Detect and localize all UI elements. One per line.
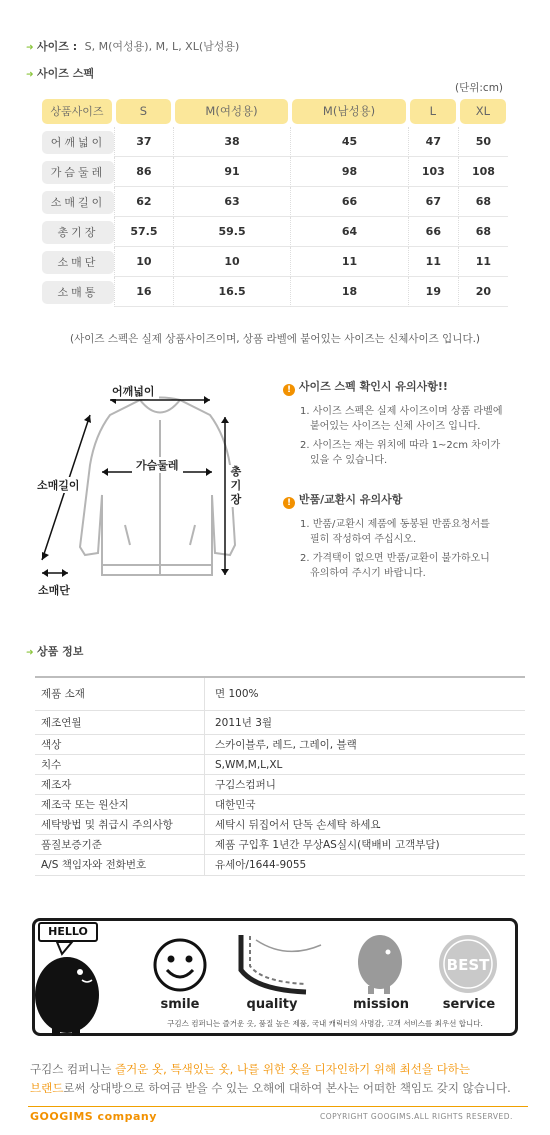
spec-row-label: 소매단 bbox=[42, 251, 114, 274]
bullet-arrow-icon: ➜ bbox=[26, 648, 34, 658]
info-row: 세탁방법 및 취급시 주의사항 세탁시 뒤집어서 단독 손세탁 하세요 bbox=[35, 815, 525, 835]
spec-header-cell: XL bbox=[458, 96, 508, 127]
spec-cell: 47 bbox=[408, 127, 458, 157]
brand-caption: 구김스 컴퍼니는 즐거운 옷, 품질 높은 제품, 국내 캐릭터의 사명감, 고객 서비스를 최우선 합니다. bbox=[167, 1019, 483, 1028]
note-title: ! 반품/교환시 유의사항 bbox=[283, 491, 533, 509]
spec-cell: 86 bbox=[114, 157, 173, 187]
note-item: 1. 반품/교환시 제품에 동봉된 반품요청서를 필히 작성하여 주십시오. bbox=[300, 519, 490, 545]
copyright: COPYRIGHT GOOGIMS.ALL RIGHTS RESERVED. bbox=[320, 1112, 513, 1121]
unit-label: (단위:cm) bbox=[455, 82, 504, 94]
spec-cell: 10 bbox=[114, 247, 173, 277]
quality-label: quality bbox=[246, 997, 298, 1012]
quality-stitch-icon bbox=[236, 930, 326, 998]
info-row: 제조연월 2011년 3월 bbox=[35, 711, 525, 735]
spec-header-cell: 상품사이즈 bbox=[42, 96, 114, 127]
cuff-label: 소매단 bbox=[38, 584, 70, 597]
spec-cell: 66 bbox=[408, 217, 458, 247]
spec-row bbox=[42, 217, 508, 247]
spec-cell: 91 bbox=[173, 157, 291, 187]
info-row: 제조자 구김스컴퍼니 bbox=[35, 775, 525, 795]
info-row: 색상 스카이블루, 레드, 그레이, 블랙 bbox=[35, 735, 525, 755]
exclamation-icon: ! bbox=[283, 497, 295, 509]
info-row: 제품 소재 면 100% bbox=[35, 678, 525, 711]
best-badge-icon bbox=[436, 932, 500, 996]
spec-cell: 16 bbox=[114, 277, 173, 307]
spec-cell: 10 bbox=[173, 247, 291, 277]
spec-cell: 103 bbox=[408, 157, 458, 187]
spec-cell: 68 bbox=[458, 187, 508, 217]
footer-statement: 구김스 컴퍼니는 즐거운 옷, 특색있는 옷, 나를 위한 옷을 디자인하기 위해 최선을 다하는 브랜드로써 상대방으로 하여금 받을 수 있는 오해에 대하여 본사는 어떠한 책임도 갖지 않습니다. bbox=[30, 1062, 511, 1095]
note-item: 2. 가격택이 없으면 반품/교환이 불가하오니 유의하여 주시기 바랍니다. bbox=[300, 553, 490, 579]
spec-header-cell: S bbox=[114, 96, 173, 127]
bullet-arrow-icon: ➜ bbox=[26, 43, 34, 53]
mission-character-icon bbox=[350, 932, 410, 996]
spec-header-row bbox=[42, 96, 508, 127]
spec-row bbox=[42, 187, 508, 217]
spec-header-cell: M(남성용) bbox=[290, 96, 408, 127]
chest-label: 가슴둘레 bbox=[132, 457, 183, 473]
spec-cell: 11 bbox=[458, 247, 508, 277]
spec-row-label: 소매통 bbox=[42, 281, 114, 304]
note-title: ! 사이즈 스펙 확인시 유의사항!! bbox=[283, 378, 533, 396]
spec-cell: 64 bbox=[290, 217, 408, 247]
spec-cell: 11 bbox=[290, 247, 408, 277]
size-line bbox=[26, 38, 239, 54]
spec-title: 사이즈 스펙 bbox=[37, 67, 95, 80]
spec-cell: 62 bbox=[114, 187, 173, 217]
note-item: 2. 사이즈는 재는 위치에 따라 1~2cm 차이가 있을 수 있습니다. bbox=[300, 440, 501, 466]
size-value: S, M(여성용), M, L, XL(남성용) bbox=[84, 40, 240, 53]
note-return bbox=[283, 491, 533, 581]
spec-note: (사이즈 스펙은 실제 상품사이즈이며, 상품 라벨에 붙어있는 사이즈는 신체사이즈 입니다.) bbox=[69, 333, 481, 345]
spec-row bbox=[42, 127, 508, 157]
mission-label: mission bbox=[352, 997, 410, 1012]
size-label: 사이즈 : bbox=[37, 40, 78, 53]
spec-cell: 108 bbox=[458, 157, 508, 187]
spec-row-label: 어깨넓이 bbox=[42, 131, 114, 154]
note-size-check bbox=[283, 378, 533, 468]
length-label: 총 기 장 bbox=[230, 465, 242, 506]
spec-cell: 63 bbox=[173, 187, 291, 217]
hello-bubble: HELLO bbox=[38, 922, 98, 942]
spec-cell: 18 bbox=[290, 277, 408, 307]
spec-cell: 11 bbox=[408, 247, 458, 277]
info-row: 제조국 또는 원산지 대한민국 bbox=[35, 795, 525, 815]
spec-cell: 16.5 bbox=[173, 277, 291, 307]
footer-divider bbox=[28, 1106, 528, 1107]
spec-cell: 98 bbox=[290, 157, 408, 187]
spec-cell: 19 bbox=[408, 277, 458, 307]
product-info-table bbox=[35, 676, 525, 876]
spec-cell: 20 bbox=[458, 277, 508, 307]
spec-header-cell: M(여성용) bbox=[173, 96, 291, 127]
spec-cell: 50 bbox=[458, 127, 508, 157]
spec-row-label: 소매길이 bbox=[42, 191, 114, 214]
spec-cell: 38 bbox=[173, 127, 291, 157]
info-title-row bbox=[26, 643, 83, 659]
spec-row bbox=[42, 277, 508, 307]
spec-cell: 45 bbox=[290, 127, 408, 157]
spec-row-label: 가슴둘레 bbox=[42, 161, 114, 184]
info-row: A/S 책임자와 전화번호 유세아/1644-9055 bbox=[35, 855, 525, 876]
spec-row-label: 총기장 bbox=[42, 221, 114, 244]
smile-icon bbox=[150, 935, 210, 995]
info-title: 상품 정보 bbox=[37, 645, 84, 658]
jacket-outline bbox=[80, 398, 235, 576]
exclamation-icon: ! bbox=[283, 384, 295, 396]
spec-cell: 68 bbox=[458, 217, 508, 247]
spec-cell: 67 bbox=[408, 187, 458, 217]
spec-cell: 59.5 bbox=[173, 217, 291, 247]
size-spec-table bbox=[42, 96, 508, 307]
service-label: service bbox=[442, 997, 496, 1012]
spec-row bbox=[42, 247, 508, 277]
spec-cell: 66 bbox=[290, 187, 408, 217]
company-name: GOOGIMS company bbox=[30, 1110, 157, 1123]
shoulder-label: 어깨넓이 bbox=[108, 383, 159, 399]
note-item: 1. 사이즈 스펙은 실제 사이즈이며 상품 라벨에 붙어있는 사이즈는 신체 사이즈 입니다. bbox=[300, 406, 503, 432]
spec-cell: 37 bbox=[114, 127, 173, 157]
spec-cell: 57.5 bbox=[114, 217, 173, 247]
character-mascot-icon bbox=[32, 940, 132, 1040]
info-row: 품질보증기준 제품 구입후 1년간 무상AS실시(택배비 고객부담) bbox=[35, 835, 525, 855]
smile-label: smile bbox=[160, 997, 200, 1012]
best-text: BEST bbox=[446, 956, 490, 974]
spec-title-row bbox=[26, 65, 94, 81]
spec-row bbox=[42, 157, 508, 187]
sleeve-length-label: 소매길이 bbox=[37, 479, 80, 492]
spec-header-cell: L bbox=[408, 96, 458, 127]
bullet-arrow-icon: ➜ bbox=[26, 70, 34, 80]
info-row: 치수 S,WM,M,L,XL bbox=[35, 755, 525, 775]
